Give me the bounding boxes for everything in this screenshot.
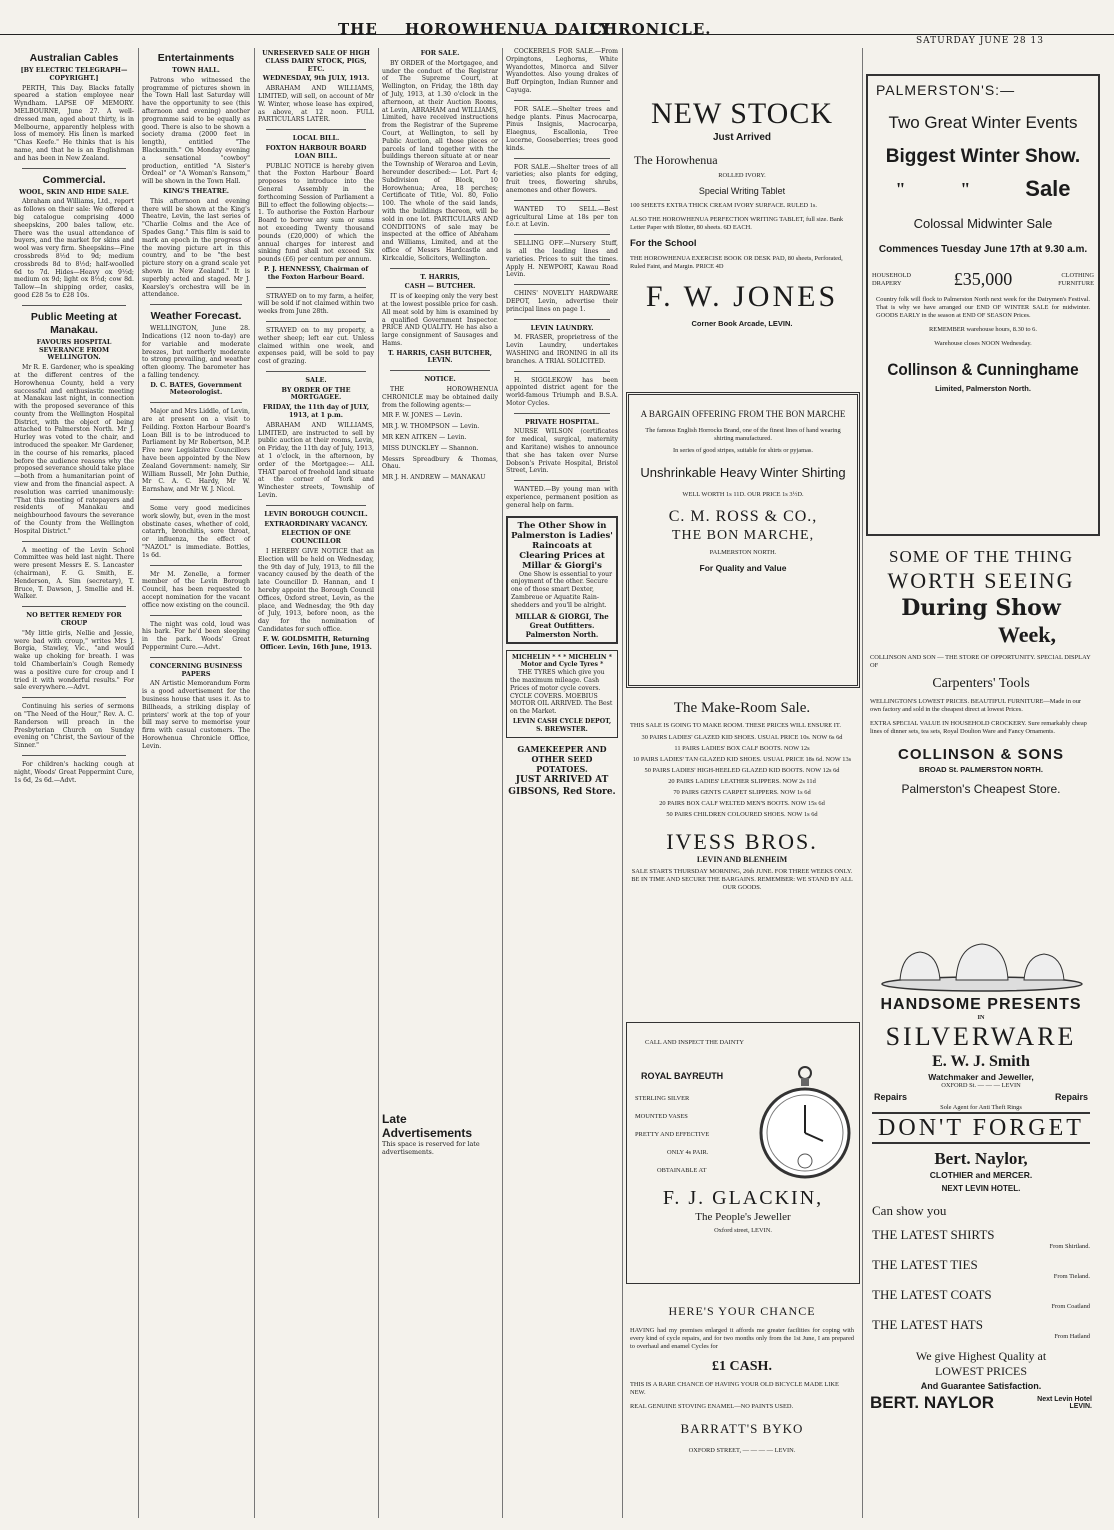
make-room-title: The Make-Room Sale.	[673, 700, 811, 716]
glackin-ad	[626, 1022, 860, 1284]
hospital-head: PRIVATE HOSPITAL.	[524, 417, 600, 426]
mortgagee-head: BY ORDER OF THE MORTGAGEE.	[281, 385, 351, 402]
new-stock-sub: Just Arrived	[713, 132, 771, 143]
nazol-text: Some very good medicines work slowly, but, even in the most obstinate cases, whether of cold, catarrh, bronchitis, sore throat, or influenza, the effect of "NAZOL" is immediate. Bottles, 1s 6d.	[142, 505, 250, 559]
barratt-name: BARRATT'S BYKO	[680, 1421, 804, 1436]
show-week: Week,	[997, 622, 1056, 647]
warehouse-hours: REMEMBER warehouse hours, 8.30 to 6.	[929, 326, 1037, 333]
cables-subhead: [BY ELECTRIC TELEGRAPH—COPYRIGHT.]	[20, 66, 128, 82]
foxton-text: PUBLIC NOTICE is hereby given that the Foxton Harbour Board proposes to introduce into the General Assembly in the forthcoming Session of Parliament a Bill to effect the following objects:— 1. To authorise the Foxton Harbour Board to borrow any sum or sums not exceeding Twenty thousand pounds (£20,000) of which the annual charges for interest and sinking fund shall not exceed Six pounds (£6) per centum per annum.	[258, 162, 374, 264]
sale-item: 70 PAIRS GENTS CARPET SLIPPERS. NOW 1s 6d	[673, 789, 811, 796]
hospital-text: NURSE WILSON (certificates for medical, surgical, maternity and Karitane) wishes to announce that she has taken over Nurse Dobson's Private Hospital, Bristol Street, Levin.	[506, 428, 618, 475]
bon-marche-name: THE BON MARCHE,	[671, 528, 815, 543]
town-hall-head: TOWN HALL.	[172, 66, 220, 74]
sale-item: 11 PAIRS LADIES' BOX CALF BOOTS. NOW 12s	[674, 745, 810, 752]
worth-seeing: WORTH SEEING	[887, 568, 1075, 593]
divider	[22, 697, 126, 698]
column-2	[142, 48, 250, 1518]
call-inspect: CALL AND INSPECT THE DAINTY	[645, 1039, 744, 1046]
divider	[266, 505, 366, 506]
heading-commercial: Commercial.	[42, 173, 106, 186]
election-sign: F. W. GOLDSMITH, Returning Officer. Levin, 16th June, 1913.	[260, 634, 372, 651]
divider	[22, 755, 126, 756]
divider	[514, 158, 610, 159]
bon-marche-tag: For Quality and Value	[699, 563, 787, 573]
divider	[22, 168, 126, 169]
chance-text-2: THIS IS A RARE CHANCE OF HAVING YOUR OLD BICYCLE MADE LIKE NEW.	[630, 1381, 839, 1396]
handsome-presents: HANDSOME PRESENTS	[880, 996, 1082, 1013]
can-show: Can show you	[872, 1203, 947, 1218]
butcher-trade: CASH — BUTCHER.	[404, 282, 476, 291]
in-word: IN	[977, 1014, 985, 1021]
commercial-text: Abraham and Williams, Ltd., report as follows on their sale: We offered a big catalogue comprising 4000 sheepskins, 200 bales tallow, etc. There was the usual attendance of buyers, and the market for skins and wool was very firm. Sheepskins—Fine crossbreds 8½d to 9d; medium crossbreds 8d to 8½d; half-woolled 6d to 7d. Hides—Heavy ox 9½d; medium ox 9d; light ox 8½d; cow 8d. Tallow—In shipping order, casks, good £28 5s to £28 10s.	[14, 198, 134, 299]
warehouse-closes: Warehouse closes NOON Wednesday.	[934, 340, 1032, 347]
divider	[150, 615, 242, 616]
palmerston-text: Country folk will flock to Palmerston North next week for the Dairymen's Festival. That is why we have arranged our END OF WINTER SALE for midwinter. GOODS EARLY in the season at END OF SEASON Prices.	[876, 296, 1090, 319]
naylor-name: Bert. Naylor,	[934, 1149, 1028, 1168]
smith-trade: Watchmaker and Jeweller,	[928, 1072, 1034, 1082]
lowest-prices: LOWEST PRICES	[934, 1364, 1028, 1378]
chance-title: HERE'S YOUR CHANCE	[668, 1304, 816, 1318]
nursery-ad: SELLING OFF.—Nursery Stuff, is all the leading lines and varieties. Prices to suit the times. Apply H. NEWPORT, Kawau Road Levin.	[506, 240, 618, 279]
sterling-silver: STERLING SILVER	[635, 1095, 690, 1102]
ivess-towns: LEVIN AND BLENHEIM	[696, 855, 788, 864]
news-text: Major and Mrs Liddle, of Levin, are at present on a visit to Feilding. Foxton Harbour Board's Loan Bill is to be introduced to Parliament by Mr Robertson, M.P. Five new Legislative Councillors have been appointed by the New Zealand Government: namely, Sir William Russell, Mr John Duthie, Mr C. A. C. Hardy, Mr W. Earnshaw, and Mr W. J. Nicol.	[142, 408, 250, 494]
repairs-row	[874, 1092, 1088, 1102]
trees-ad: FOR SALE.—Shelter trees and hedge plants. Pinus Macrocarpa, Pinus Insignis, Macrocarpa, Elaegnus, Escallonia, Tree Lucerne, Gooseberries; trees good kinds.	[506, 105, 618, 152]
zenelle-text: Mr M. Zenelle, a former member of the Levin Borough Council, has been requested to accept nomination for the vacant office now existing on the council.	[142, 570, 250, 609]
divider	[390, 268, 490, 269]
show-body: One Show is essential to your enjoyment of the other. Secure one of those smart Dexter, Zambreue or Aquatite Rain-shedders and you'll be alright.	[511, 570, 613, 609]
unreserved-text: ABRAHAM AND WILLIAMS, LIMITED, will sell, on account of Mr W. Winter, whose lease has expired, as above, at 12 noon. FULL PARTICULARS LATER.	[258, 85, 374, 124]
fw-jones-address: Corner Book Arcade, LEVIN.	[691, 319, 793, 328]
from-hatland: From Hatland	[1054, 1333, 1090, 1340]
divider	[150, 402, 242, 403]
business-head: CONCERNING BUSINESS PAPERS	[149, 661, 243, 678]
kings-theatre-head: KING'S THEATRE.	[162, 186, 230, 195]
naylor-address: NEXT LEVIN HOTEL.	[941, 1184, 1021, 1193]
divider	[514, 284, 610, 285]
masthead-date: SATURDAY JUNE 28 13	[916, 36, 1044, 46]
dont-forget: DON'T FORGET	[872, 1112, 1090, 1144]
divider	[514, 234, 610, 235]
shirting-price: WELL WORTH 1s 11D. OUR PRICE 1s 3½D.	[682, 491, 804, 498]
pocket-watch-icon	[757, 1063, 853, 1191]
latest-shirts: THE LATEST SHIRTS	[872, 1227, 995, 1242]
bon-marche-ad	[626, 392, 860, 688]
agent-line: MR J. W. THOMPSON — Levin.	[382, 423, 480, 431]
make-room-sale-ad	[626, 688, 858, 1000]
horowhenua-line: The Horowhenua	[634, 153, 718, 167]
winter-events: Two Great Winter Events	[888, 113, 1078, 132]
strayed-2: STRAYED on to my property, a wether sheep; left ear cut. Unless claimed within one week, and expenses paid, will be sold to pay cost of grazing.	[258, 326, 374, 366]
sheets-line: 100 SHEETS EXTRA THICK CREAM IVORY SURFACE. RULED 1s.	[630, 202, 817, 209]
mounted-vases: MOUNTED VASES	[635, 1113, 688, 1120]
agent-line: MISS DUNCKLEY — Shannon.	[382, 444, 479, 452]
divider	[514, 480, 610, 481]
guarantee: And Guarantee Satisfaction.	[920, 1381, 1042, 1391]
divider	[22, 606, 126, 607]
only-price: ONLY 4s PAIR.	[667, 1149, 709, 1156]
late-ads-sub: This space is reserved for late advertisements.	[382, 1140, 480, 1156]
millar-name: MILLAR & GIORGI, The Great Outfitters. Palmerston North.	[515, 611, 609, 639]
naylor-footer	[870, 1393, 1092, 1413]
divider	[150, 499, 242, 500]
divider	[514, 200, 610, 201]
sale-row	[868, 176, 1098, 202]
divider	[266, 321, 366, 322]
late-ads-head: Late Advertisements	[382, 1112, 473, 1140]
chance-text: HAVING had my premises enlarged it affords me greater facilities for coping with every kind of cycle repairs, and for two months only from the 1st June, I am prepared to overhaul and enamel Cycles for	[630, 1327, 854, 1350]
naylor-footer-name: BERT. NAYLOR	[870, 1393, 995, 1412]
trees-ad-2: FOR SALE.—Shelter trees of all varieties; also plants for edging, fruit trees, flowering shrubs, anemones and other flowers.	[506, 163, 618, 194]
some-things: SOME OF THE THING	[888, 547, 1074, 566]
agent-line: Messrs Spreadbury & Thomas, Ohau.	[382, 455, 498, 471]
column-5	[506, 48, 618, 1518]
naylor-footer-address: Next Levin Hotel LEVIN.	[1037, 1396, 1092, 1410]
divider	[266, 287, 366, 288]
divider	[514, 371, 610, 372]
during-show: During Show	[901, 595, 1061, 621]
gibsons-ad	[506, 744, 618, 798]
dept-left: HOUSEHOLD DRAPERY	[872, 271, 912, 287]
latest-coats: THE LATEST COATS	[872, 1287, 992, 1302]
heading-australian-cables: Australian Cables	[29, 52, 119, 64]
sale-item: 30 PAIRS LADIES' GLAZED KID SHOES. USUAL PRICE 10s. NOW 6s 6d	[641, 734, 843, 741]
harris-sign: T. HARRIS, CASH BUTCHER, LEVIN.	[387, 348, 492, 365]
divider	[150, 304, 242, 305]
divider	[266, 371, 366, 372]
show-headline: The Other Show in Palmerston is Ladies' Raincoats at Clearing Prices at Millar & Giorgi's	[511, 520, 613, 571]
repairs-left: Repairs	[874, 1092, 908, 1102]
michelin-ad	[506, 650, 618, 738]
sale-item: 20 PAIRS BOX CALF WELTED MEN'S BOOTS. NOW 15s 6d	[659, 800, 825, 807]
agent-line: MR J. H. ANDREW — MANAKAU	[382, 474, 486, 482]
shirting-title: Unshrinkable Heavy Winter Shirting	[640, 465, 846, 480]
latest-hats: THE LATEST HATS	[872, 1317, 983, 1332]
column-4	[382, 48, 498, 1108]
anti-theft: Sole Agent for Anti Theft Rings	[940, 1104, 1022, 1111]
for-school: For the School	[630, 238, 697, 249]
ewj-smith-ad	[866, 996, 1096, 1111]
smith-address: OXFORD St. — — — LEVIN	[941, 1082, 1021, 1089]
divider	[514, 413, 610, 414]
divider	[514, 100, 610, 101]
divider	[150, 565, 242, 566]
ditto-mark: "	[895, 178, 906, 199]
collinson-sons-name: COLLINSON & SONS	[897, 746, 1064, 763]
sale-item: 50 PAIRS CHILDREN COLOURED SHOES. NOW 1s 6d	[666, 811, 818, 818]
collinson-sons-address: BROAD St. PALMERSTON NORTH.	[919, 765, 1043, 774]
laundry-text: M. FRASER, proprietress of the Levin Laundry, undertakes WASHING and IRONING in all its branches. A TRIAL SOLICITED.	[506, 334, 618, 365]
exercise-book: THE HOROWHENUA EXERCISE BOOK OR DESK PAD, 80 sheets, Perforated, Ruled Faint, and Margin. PRICE 4D	[630, 255, 843, 270]
perfection-line: ALSO THE HOROWHENUA PERFECTION WRITING TABLET, full size. Bank Letter Paper with Blotter, 80 sheets. 6D EACH.	[630, 216, 844, 231]
commercial-subhead: WOOL, SKIN AND HIDE SALE.	[19, 187, 129, 196]
cheapest-store: Palmerston's Cheapest Store.	[901, 782, 1061, 796]
heading-weather: Weather Forecast.	[150, 310, 242, 323]
divider	[22, 305, 126, 306]
cold-text: The night was cold, loud was his bark. For he'd been sleeping in the park. Woods' Great Peppermint Cure.—Advt.	[142, 620, 250, 651]
bon-marche-sub: In series of good stripes, suitable for shirts or pyjamas.	[672, 447, 814, 454]
divider	[22, 541, 126, 542]
ditto-mark: "	[960, 178, 971, 199]
new-stock-ad	[626, 52, 858, 382]
column-rule	[254, 48, 255, 1518]
forsale-head: FOR SALE.	[420, 49, 460, 57]
harris-text: IT is of keeping only the very best at the lowest possible price for cash. All meat sold by him is examined by a qualified Government Inspector. PRICE AND QUALITY. He has also a large consignment of Sausages and Hams.	[382, 293, 498, 347]
barratt-byko-ad	[626, 1288, 858, 1516]
royal-bayreuth: ROYAL BAYREUTH	[641, 1071, 724, 1081]
sale-commences: Commences Tuesday June 17th at 9.30 a.m.	[878, 244, 1088, 255]
croup-head: NO BETTER REMEDY FOR CROUP	[26, 611, 122, 628]
ivess-name: IVESS BROS.	[666, 829, 818, 854]
late-advertisements	[382, 1112, 492, 1156]
kings-theatre-text: This afternoon and evening there will be shown at the King's Theatre, Levin, the last series of "Charlie Colms and the Ace of Spades Gang." This film is said to mark an epoch in the progress of the moving picture art in this country, and to be "the best picture story on a grand scale yet shown in New Zealand." It is superbly acted and staged. Mr J. Kearsley's orchestra will be in attendance.	[142, 197, 250, 299]
gibsons-name: JUST ARRIVED AT GIBSONS, Red Store.	[508, 774, 616, 797]
laundry-head: LEVIN LAUNDRY.	[530, 323, 594, 332]
divider	[514, 319, 610, 320]
sigglekow-ad: H. SIGGLEKOW has been appointed district agent for the world-famous Triumph and B.S.A. Motor Cycles.	[506, 376, 618, 407]
bon-marche-top: A BARGAIN OFFERING FROM THE BON MARCHE	[640, 409, 846, 419]
school-text: A meeting of the Levin School Committee was held last night. There were present Messrs E. S. Lancaster (chairman), F. G. Smith, E. Henderson, A. Sim (secretary), T. Bruce, T. Dawson, J. Smellie and H. Walker.	[14, 546, 134, 601]
strayed-1: STRAYED on to my farm, a heifer, will be sold if not claimed within two weeks from June 28th.	[258, 292, 374, 316]
foxton-head: FOXTON HARBOUR BOARD LOAN BILL.	[265, 143, 367, 160]
glackin-address: Oxford street, LEVIN.	[714, 1227, 772, 1234]
sale-date: FRIDAY, the 11th day of JULY, 1913, at 1 p.m.	[262, 403, 370, 420]
silverware-title: SILVERWARE	[885, 1022, 1077, 1051]
dept-right: CLOTHING FURNITURE	[1058, 271, 1094, 287]
sale-item: 10 PAIRS LADIES' TAN GLAZED KID SHOES. USUAL PRICE 18s 6d. NOW 13s	[632, 756, 852, 763]
sale-item: 50 PAIRS LADIES' HIGH-HEELED GLAZED KID BOOTS. NOW 12s 6d	[644, 767, 840, 774]
sermon-text: Continuing his series of sermons on "The Need of the Hour," Rev. A. C. Randerson will preach in the Presbyterian Church on Sunday evening on "Christ, the Saviour of the Sinner."	[14, 703, 134, 750]
collinson-sons-ad	[866, 540, 1096, 945]
agent-line: MR F. W. JONES — Levin.	[382, 412, 463, 420]
masthead	[0, 0, 1114, 46]
new-stock-title: NEW STOCK	[650, 97, 834, 130]
business-text: AN Artistic Memorandum Form is a good advertisement for the business house that uses it. As to Billheads, a striking display of printers' work at the top of your bill may serve to memorise your firm with casual customers. The Horowhenua Chronicle Office, Levin.	[142, 680, 250, 750]
from-tieland: From Tieland.	[1053, 1273, 1090, 1280]
collinson-cunninghame-ad	[866, 74, 1100, 536]
tyres-text: THE TYRES which give you the maximum mileage. Cash Prices of motor cycle covers. CYCLE COVERS. MOEBIUS MOTOR OIL ARRIVED. The Best on the Market.	[510, 669, 613, 716]
cycle-depot: LEVIN CASH CYCLE DEPOT, S. BREWSTER.	[512, 718, 612, 733]
children-text: For children's hacking cough at night, Woods' Great Peppermint Cure, 1s 6d, 2s 6d.—Advt.	[14, 760, 134, 784]
crockery-text: EXTRA SPECIAL VALUE IN HOUSEHOLD CROCKERY. Sure remarkably cheap lines of dinner sets, tea sets, Royal Doulton Ware and Fancy Ornaments.	[870, 720, 1087, 735]
bon-marche-address: PALMERSTON NORTH.	[709, 549, 777, 556]
notice-text: THE HOROWHENUA CHRONICLE may be obtained daily from the following agents:—	[382, 386, 498, 409]
collinson-name: Collinson & Cunninghame	[887, 360, 1079, 379]
highest-quality: We give Highest Quality at	[915, 1349, 1047, 1363]
divider	[150, 657, 242, 658]
wanted-help-ad: WANTED.—By young man with experience, permanent position as general help on farm.	[506, 486, 618, 509]
make-room-intro: THIS SALE IS GOING TO MAKE ROOM. THESE PRICES WILL ENSURE IT.	[630, 722, 841, 729]
pretty-effective: PRETTY AND EFFECTIVE	[635, 1131, 710, 1138]
column-rule	[862, 48, 863, 1518]
chance-text-3: REAL GENUINE STOVING ENAMEL—NO PAINTS USED.	[630, 1403, 794, 1410]
column-rule	[138, 48, 139, 1518]
midwinter-sale: Colossal Midwinter Sale	[913, 216, 1053, 231]
council-head: LEVIN BOROUGH COUNCIL.	[264, 509, 368, 518]
masthead-chronicle: CHRONICLE.	[590, 20, 712, 38]
amount-row	[872, 269, 1094, 290]
michelin-head: MICHELIN * * * MICHELIN * Motor and Cycle Tyres *	[512, 653, 612, 669]
writing-tablet: Special Writing Tablet	[698, 186, 786, 196]
barratt-address: OXFORD STREET, — — — — LEVIN.	[688, 1447, 796, 1454]
obtainable-at: OBTAINABLE AT	[657, 1167, 707, 1174]
millar-giorgi-ad	[506, 516, 618, 644]
town-hall-text: Patrons who witnessed the programme of pictures shown in the Town Hall last Saturday will have the opportunity to see (this afternoon and evening) another programme said to be equally as good. There is also to be shown a society drama (2000 feet in length), entitled "The Blacksmith." On Monday evening a sensational "cowboy" production, entitled "A Sister's Ordeal" or "A Woman's Ransom," will be shown in the Town Hall.	[142, 76, 250, 186]
masthead-the: THE	[338, 20, 378, 38]
weather-text: WELLINGTON, June 28. Indications (12 noon to-day) are for variable and moderate breezes, but northerly moderate to strong prevailing, and weather often gloomy. The barometer has a falling tendency.	[142, 325, 250, 379]
notice-head: NOTICE.	[424, 375, 456, 384]
palmerston-head: PALMERSTON'S:—	[876, 82, 1016, 98]
bert-naylor-ad	[866, 1112, 1096, 1522]
foxton-sign: P. J. HENNESSY, Chairman of the Foxton Harbour Board.	[263, 264, 369, 281]
column-1	[14, 48, 134, 1518]
latest-ties: THE LATEST TIES	[872, 1257, 978, 1272]
vacancy-head: EXTRAORDINARY VACANCY.	[264, 519, 368, 528]
carpenters-tools: Carpenters' Tools	[932, 676, 1030, 691]
election-text: I HEREBY GIVE NOTICE that an Election will be held on Wednesday, the 9th day of July, 1913, to fill the vacancy caused by the death of the late Councillor D. Hannan, and I hereby appoint the Borough Council Offices, Oxford street, Levin, as the place, and Wednesday, the 9th day of July, 1913, before noon, as the day for the nomination of Candidates for such office.	[258, 548, 374, 633]
smith-name: E. W. J. Smith	[932, 1053, 1030, 1070]
meeting-subhead: FAVOURS HOSPITAL SEVERANCE FROM WELLINGTON.	[36, 337, 112, 362]
column-rule	[378, 48, 379, 1518]
from-coatland: From Coatland	[1051, 1303, 1090, 1310]
seed-potatoes: GAMEKEEPER AND OTHER SEED POTATOES.	[517, 743, 607, 774]
lime-ad: WANTED TO SELL.—Best agricultural Lime at 18s per ton f.o.r. at Levin.	[506, 205, 618, 229]
make-room-footer: SALE STARTS THURSDAY MORNING, 26th JUNE. FOR THREE WEEKS ONLY. BE IN TIME AND SECURE THE BARGAINS. REMEMBER: WE STAND BY ALL OUR GOODS.	[631, 868, 853, 891]
sale-item: 20 PAIRS LADIES' LEATHER SLIPPERS. NOW 2s 11d	[668, 778, 816, 785]
silverware-tray-icon	[872, 940, 1092, 992]
cockerels-ad: COCKERELS FOR SALE.—From Orpingtons, Leghorns, White Wyandottes, Minorca and Silver Wyandottes. Also young drakes of Buff Orpington, Indian Runner and Cayuga.	[506, 48, 618, 94]
sale-text: ABRAHAM AND WILLIAMS, LIMITED, are instructed to sell by public auction at their rooms, Levin, on Friday, the 11th day of July, 1913, at 1 o'clock, in the afternoon, by order of the Mortgagee:— ALL THAT parcel of freehold land situate at the corner of York and Winchester streets, Township of Levin.	[258, 421, 374, 500]
sale-amount: £35,000	[953, 269, 1013, 289]
furniture-text: WELLINGTON'S LOWEST PRICES. BEAUTIFUL FURNITURE—Made in our own factory and sold in the cheapest direct at lowest Prices.	[870, 698, 1082, 713]
glackin-name: F. J. GLACKIN,	[662, 1187, 824, 1209]
butcher-name: T. HARRIS,	[420, 272, 460, 281]
repairs-right: Repairs	[1054, 1092, 1088, 1102]
weather-sign: D. C. BATES, Government Meteorologist.	[150, 380, 242, 397]
croup-text: "My little girls, Nellie and Jessie, were bad with croup," writes Mrs J. Borgia, Stawley, Vic., "and would wake up choking for breath. I was told Chamberlain's Cough Remedy was a positive cure for croup and I tried it with wonderful results." For sale everywhere.—Advt.	[14, 629, 134, 692]
peoples-jeweller: The People's Jeweller	[695, 1211, 791, 1223]
fw-jones-name: F. W. JONES	[645, 280, 839, 313]
heading-entertainments: Entertainments	[157, 52, 235, 64]
masthead-title: HOROWHENUA DAILY	[405, 20, 612, 38]
column-3	[258, 48, 374, 1518]
sale-head: SALE.	[305, 375, 327, 384]
rolled-ivory: ROLLED IVORY.	[718, 172, 766, 179]
column-rule	[622, 48, 623, 1518]
forsale-text: BY ORDER of the Mortgagee, and under the conduct of the Registrar of The Supreme Court, at Wellington, on Friday, the 18th day of July, 1913, at 1.30 o'clock in the afternoon, at their Auction Rooms, at Levin, ABRAHAM and WILLIAMS, Limited, have received instructions from the Registrar of the Supreme Court, at Wellington, to sell by Public Auction, all those pieces or parcels of land together with the buildings thereon situate at or near the Township of Weraroa and Levin, hereunder described:— Lot. Part 4; Subdivision of Block, 10 Horowhenua; Area, 18 perches; Certificate of Title, Vol. 80, Folio 100. The whole of the said lands, with the buildings thereon, will be sold in one lot. PARTICULARS AND CONDITIONS of sale may be inspected at the office of Abraham and Williams, Limited, and at the office of Messrs Hardcastle and Kirkcaldie, Solicitors, Wellington.	[382, 59, 498, 262]
hardware-ad: CHINS' NOVELTY HARDWARE DEPOT, Levin, advertise their principal lines on page 1.	[506, 290, 618, 313]
collinson-address: Limited, Palmerston North.	[935, 384, 1031, 393]
store-opportunity: COLLINSON AND SON — THE STORE OF OPPORTUNITY. SPECIAL DISPLAY OF	[870, 654, 1091, 669]
winter-show: Biggest Winter Show.	[885, 146, 1081, 167]
election-head: ELECTION OF ONE COUNCILLOR	[281, 529, 351, 546]
unreserved-date: WEDNESDAY, 9th JULY, 1913.	[262, 74, 370, 83]
from-shirtland: From Shirtland.	[1049, 1243, 1090, 1250]
naylor-trade: CLOTHIER and MERCER.	[929, 1170, 1033, 1180]
agent-line: MR KEN AITKEN — Levin.	[382, 434, 467, 442]
heading-public-meeting: Public Meeting at Manakau.	[30, 310, 118, 336]
local-bill: LOCAL BILL.	[292, 134, 340, 143]
column-rule	[502, 48, 503, 1518]
divider	[266, 129, 366, 130]
sale-word: Sale	[1025, 176, 1071, 201]
cables-text: PERTH, This Day. Blacks fatally speared a station employee near Wyndham. LAPSE OF MEMORY. MELBOURNE, June 27. A well-dressed man, aged about thirty, is in Melbourne, apparently helpless with loss of memory. His linen is marked "Chas Keefe." He thinks that is his name, and that he is an Englishman and has been in New Zealand.	[14, 84, 134, 162]
meeting-text: Mr R. E. Gardener, who is speaking at the different centres of the Horowhenua County, held a very successful and enthusiastic meeting at Manakau last night, in connection with the proposed severance of this county from the Wellington Hospital District, with the object of being attached to Palmerston North. Mr J. Hurley was voted to the chair, and introduced the speaker. Mr Gardener, in the course of his remarks, placed before the audience reasons why the proposed severance should take place—both from a humanitarian point of view and from the financial aspect. A resolution was carried unanimously: "That this meeting of ratepayers and residents of Manakau and neighbourhood favours the severance of the County from the Wellington Hospital District."	[14, 364, 134, 535]
unreserved-head: UNRESERVED SALE OF HIGH CLASS DAIRY STOCK, PIGS, ETC.	[262, 49, 370, 73]
ross-name: C. M. ROSS & CO.,	[668, 508, 818, 525]
divider	[390, 370, 490, 371]
bon-marche-text: The famous English Horrocks Brand, one of the finest lines of hand wearing shirting manufactured.	[645, 427, 841, 442]
one-pound-cash: £1 CASH.	[712, 1359, 772, 1374]
